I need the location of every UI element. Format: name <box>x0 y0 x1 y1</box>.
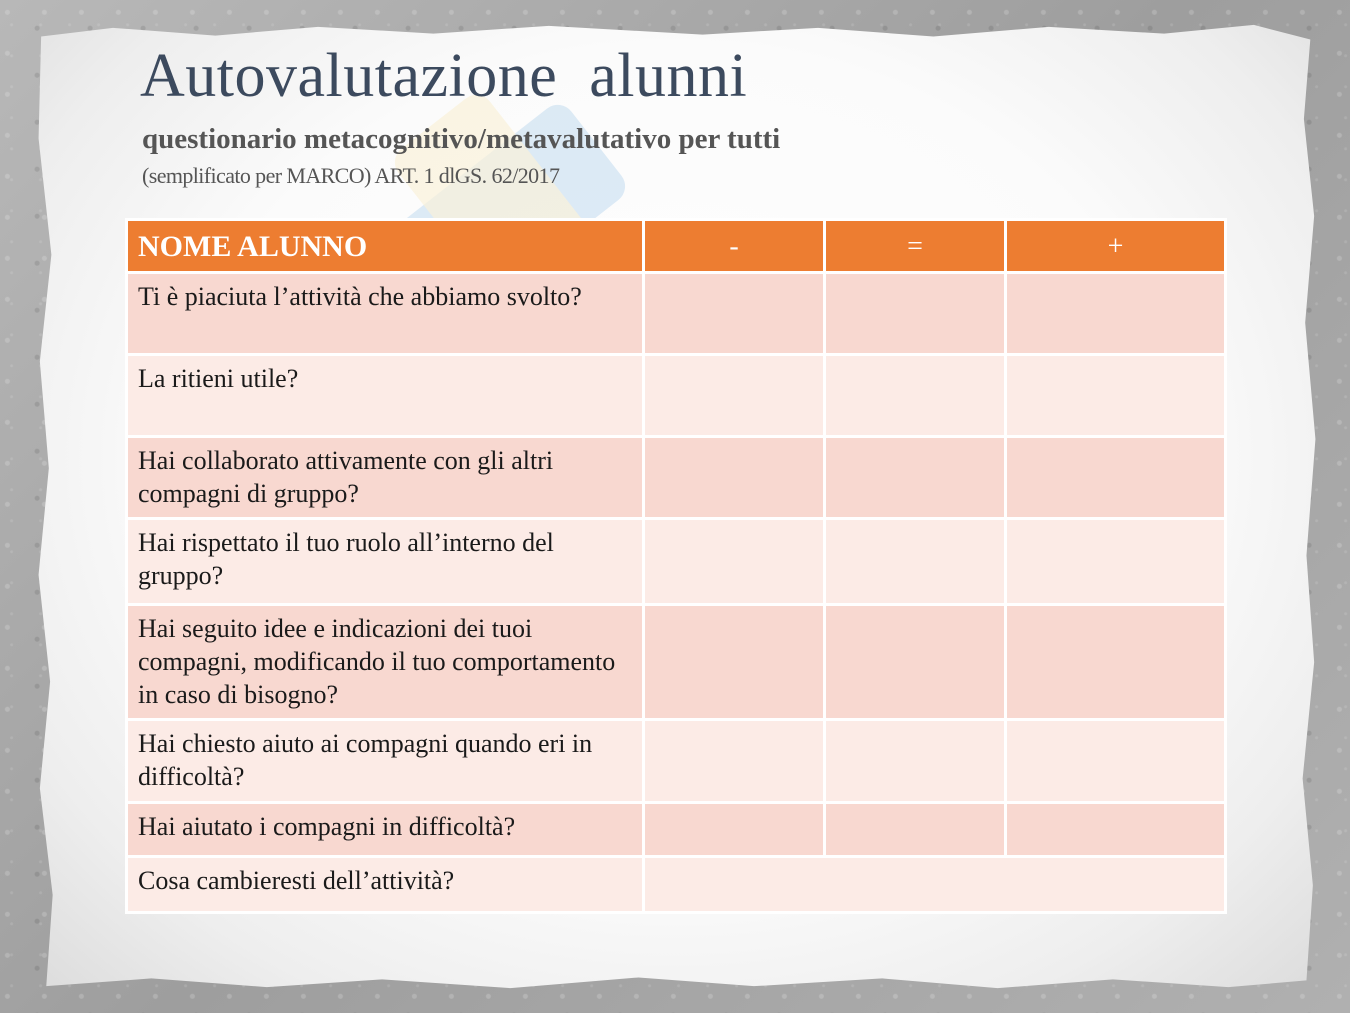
answer-equal-cell[interactable] <box>825 720 1006 803</box>
answer-equal-cell[interactable] <box>825 437 1006 519</box>
legal-note: (semplificato per MARCO) ART. 1 dlGS. 62/2017 <box>142 163 560 188</box>
header-minus: - <box>644 220 825 273</box>
answer-equal-cell[interactable] <box>825 605 1006 720</box>
table-row <box>127 519 1226 605</box>
answer-equal-cell[interactable] <box>825 355 1006 437</box>
header-equal: = <box>825 220 1006 273</box>
page-subtitle: questionario metacognitivo/metavalutativo per tutti <box>142 123 781 155</box>
answer-minus-cell[interactable] <box>644 519 825 605</box>
answer-plus-cell[interactable] <box>1006 437 1226 519</box>
answer-minus-cell[interactable] <box>644 355 825 437</box>
answer-minus-cell[interactable] <box>644 803 825 857</box>
answer-minus-cell[interactable] <box>644 605 825 720</box>
answer-equal-cell[interactable] <box>825 273 1006 355</box>
question-cell: Hai aiutato i compagni in difficoltà? <box>127 803 644 857</box>
table-header-row <box>127 220 1226 273</box>
page-title: Autovalutazione alunni <box>140 42 748 110</box>
free-answer-cell[interactable] <box>644 857 1226 913</box>
question-cell: Hai rispettato il tuo ruolo all’interno del gruppo? <box>127 519 644 605</box>
answer-plus-cell[interactable] <box>1006 355 1226 437</box>
question-cell: Ti è piaciuta l’attività che abbiamo svolto? <box>127 273 644 355</box>
answer-minus-cell[interactable] <box>644 437 825 519</box>
question-cell: Hai seguito idee e indicazioni dei tuoi compagni, modificando il tuo comportamento in caso di bisogno? <box>127 605 644 720</box>
table-row <box>127 720 1226 803</box>
header-student-name: NOME ALUNNO <box>127 220 644 273</box>
table-row <box>127 857 1226 913</box>
answer-plus-cell[interactable] <box>1006 803 1226 857</box>
header-plus: + <box>1006 220 1226 273</box>
question-cell: Cosa cambieresti dell’attività? <box>127 857 644 913</box>
self-assessment-table <box>125 218 1227 914</box>
answer-equal-cell[interactable] <box>825 803 1006 857</box>
table-row <box>127 437 1226 519</box>
answer-plus-cell[interactable] <box>1006 519 1226 605</box>
answer-minus-cell[interactable] <box>644 720 825 803</box>
question-cell: Hai collaborato attivamente con gli altri compagni di gruppo? <box>127 437 644 519</box>
answer-plus-cell[interactable] <box>1006 605 1226 720</box>
table-row <box>127 273 1226 355</box>
table-row <box>127 355 1226 437</box>
question-cell: La ritieni utile? <box>127 355 644 437</box>
answer-minus-cell[interactable] <box>644 273 825 355</box>
table-row <box>127 803 1226 857</box>
table-row <box>127 605 1226 720</box>
question-cell: Hai chiesto aiuto ai compagni quando eri in difficoltà? <box>127 720 644 803</box>
answer-plus-cell[interactable] <box>1006 273 1226 355</box>
answer-equal-cell[interactable] <box>825 519 1006 605</box>
answer-plus-cell[interactable] <box>1006 720 1226 803</box>
